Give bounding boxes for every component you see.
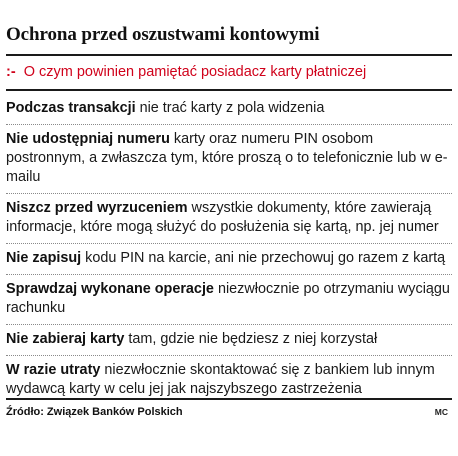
list-item [6,275,452,325]
item-text: karty oraz numeru PIN osobom postronnym, a zwłaszcza tym, które proszą o to telefonicznie lub w e-mailu [6,131,448,185]
subtitle-divider [6,89,452,91]
subtitle-marker-icon: :- [6,64,16,80]
author-initials: MC [434,407,448,417]
item-text: kodu PIN na karcie, ani nie przechowuj go razem z kartą [81,250,446,266]
item-lead: W razie utraty [6,362,101,378]
item-lead: Podczas transakcji [6,100,136,116]
list-item [6,244,452,275]
footer-divider [6,398,452,400]
item-text: tam, gdzie nie będziesz z niej korzystał [124,331,378,347]
item-text: wszystkie dokumenty, które zawierają informacje, które mogą służyć do posłużenia się kartą, np. jej numer [6,200,439,235]
page-title: Ochrona przed oszustwami kontowymi [6,24,320,45]
item-lead: Niszcz przed wyrzuceniem [6,200,188,216]
tips-list [6,94,452,405]
item-lead: Nie udostępniaj numeru [6,131,170,147]
list-item [6,194,452,244]
subtitle [6,64,452,80]
subtitle-text: O czym powinien pamiętać posiadacz karty płatniczej [23,64,367,80]
item-text: nie trać karty z pola widzenia [135,100,325,116]
item-text: niezwłocznie skontaktować się z bankiem lub innym wydawcą karty w celu jej jak najszybszego zastrzeżenia [6,362,435,397]
item-lead: Nie zabieraj karty [6,331,125,347]
list-item [6,325,452,356]
title-divider [6,54,452,56]
source-note: Źródło: Związek Banków Polskich [6,406,183,418]
list-item [6,125,452,194]
list-item [6,94,452,125]
item-text: niezwłocznie po otrzymaniu wyciągu rachunku [6,281,450,316]
item-lead: Sprawdzaj wykonane operacje [6,281,214,297]
item-lead: Nie zapisuj [6,250,82,266]
